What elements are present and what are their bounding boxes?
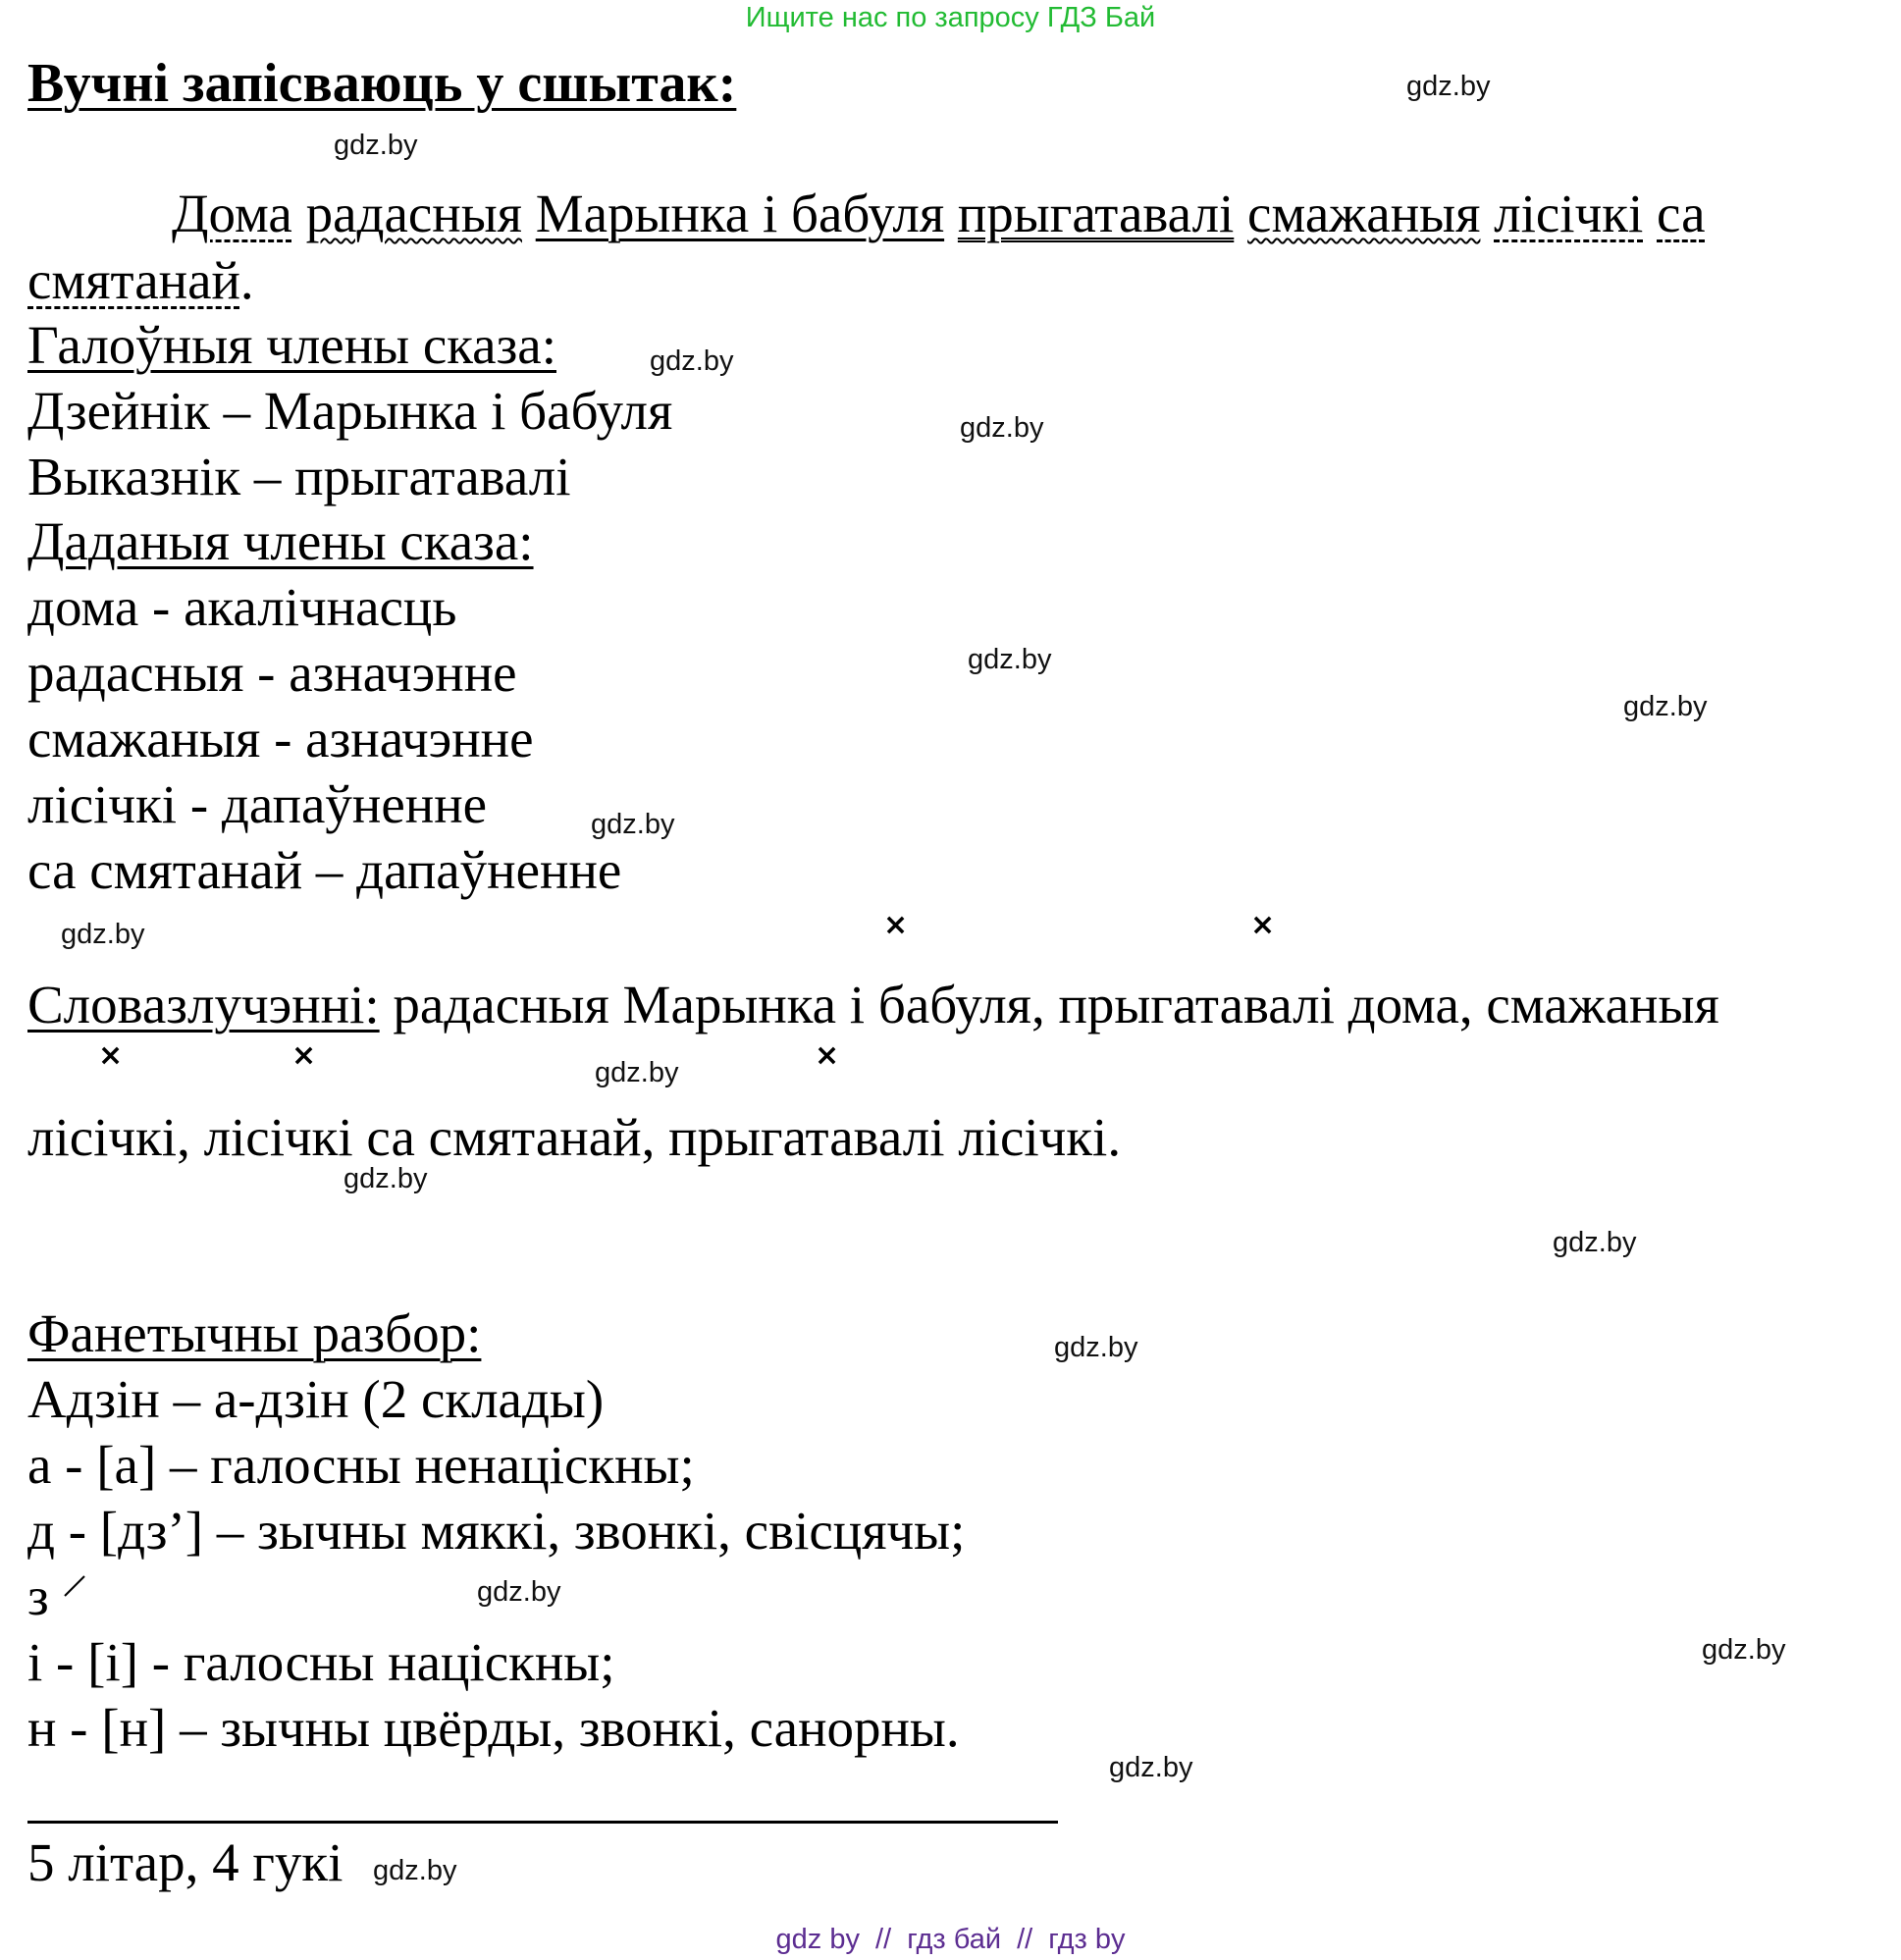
- analyzed-sentence: [172, 184, 1706, 243]
- phonetic-line: а - [а] – галосны ненаціскны;: [27, 1435, 695, 1495]
- watermark: gdz.by: [595, 1057, 679, 1088]
- watermark: gdz.by: [1553, 1227, 1637, 1258]
- bottom-links: [0, 1924, 1901, 1956]
- phrases-title: Словазлучэнні:: [27, 975, 380, 1034]
- subject-line: Дзейнік – Марынка і бабуля: [27, 381, 673, 441]
- link-gdz-by[interactable]: gdz by: [775, 1924, 860, 1955]
- watermark: gdz.by: [343, 1163, 428, 1194]
- member-line: лісічкі - дапаўненне: [27, 774, 488, 834]
- phrases-line-1: [27, 975, 1719, 1034]
- cross-mark: ×: [1250, 908, 1276, 942]
- sentence-end: .: [239, 250, 254, 310]
- word-radasnyja: радасныя: [305, 184, 522, 243]
- word-predicate: прыгатавалі: [957, 184, 1235, 243]
- analyzed-sentence-cont: [27, 250, 254, 310]
- cross-mark: ×: [883, 908, 909, 942]
- member-line: дома - акалічнасць: [27, 577, 457, 637]
- watermark: gdz.by: [61, 919, 145, 950]
- watermark: gdz.by: [1054, 1332, 1138, 1363]
- phonetic-line: Адзін – а-дзін (2 склады): [27, 1369, 605, 1429]
- phonetic-line: і - [і] - галосны націскны;: [27, 1632, 615, 1692]
- separator: //: [1017, 1924, 1033, 1955]
- divider-line: [27, 1821, 1058, 1824]
- top-banner[interactable]: Ищите нас по запросу ГДЗ Бай: [745, 2, 1156, 33]
- phrases-line-2: лісічкі, лісічкі са смятанай, прыгатавалі лісічкі.: [27, 1107, 1122, 1167]
- watermark: gdz.by: [1109, 1752, 1193, 1783]
- phonetic-line: д - [дз’] – зычны мяккі, звонкі, свісцячы;: [27, 1501, 966, 1561]
- word-doma: Дома: [172, 184, 292, 243]
- phonetic-footer: 5 літар, 4 гукі: [27, 1832, 343, 1892]
- watermark: gdz.by: [960, 412, 1044, 444]
- cross-mark: ×: [98, 1038, 124, 1073]
- soft-sign-tick: [61, 1570, 90, 1600]
- watermark: gdz.by: [650, 345, 734, 377]
- word-lisichki: лісічкі: [1494, 184, 1644, 243]
- phonetic-line: н - [н] – зычны цвёрды, звонкі, санорны.: [27, 1698, 960, 1758]
- phonetic-title: Фанетычны разбор:: [27, 1303, 482, 1363]
- watermark: gdz.by: [1623, 691, 1708, 722]
- watermark: gdz.by: [477, 1576, 561, 1608]
- page-heading: Вучні запісваюць у сшытак:: [27, 53, 737, 114]
- word-smazhanyja: смажаныя: [1247, 184, 1481, 243]
- member-line: радасныя - азначэнне: [27, 643, 517, 703]
- watermark: gdz.by: [1406, 71, 1491, 102]
- watermark: gdz.by: [591, 809, 675, 840]
- secondary-members-title: Даданыя члены сказа:: [27, 511, 534, 571]
- watermark: gdz.by: [968, 644, 1052, 675]
- link-gdz-by-cyr[interactable]: гдз by: [1048, 1924, 1126, 1955]
- predicate-line: Выказнік – прыгатавалі: [27, 447, 571, 506]
- word-smiatanai: смятанай: [27, 250, 240, 310]
- watermark: gdz.by: [373, 1855, 457, 1886]
- member-line: смажаныя - азначэнне: [27, 709, 534, 768]
- link-gdz-bai[interactable]: гдз бай: [907, 1924, 1002, 1955]
- cross-mark: ×: [291, 1038, 317, 1073]
- phrases-text-1: радасныя Марынка і бабуля, прыгатавалі дома, смажаныя: [379, 975, 1719, 1034]
- phonetic-line: з: [27, 1566, 49, 1626]
- watermark: gdz.by: [334, 130, 418, 161]
- separator: //: [875, 1924, 892, 1955]
- member-line: са смятанай – дапаўненне: [27, 840, 622, 900]
- main-members-title: Галоўныя члены сказа:: [27, 315, 556, 375]
- word-sa: са: [1657, 184, 1706, 243]
- cross-mark: ×: [815, 1038, 840, 1073]
- word-subject: Марынка і бабуля: [535, 184, 945, 243]
- watermark: gdz.by: [1702, 1634, 1786, 1666]
